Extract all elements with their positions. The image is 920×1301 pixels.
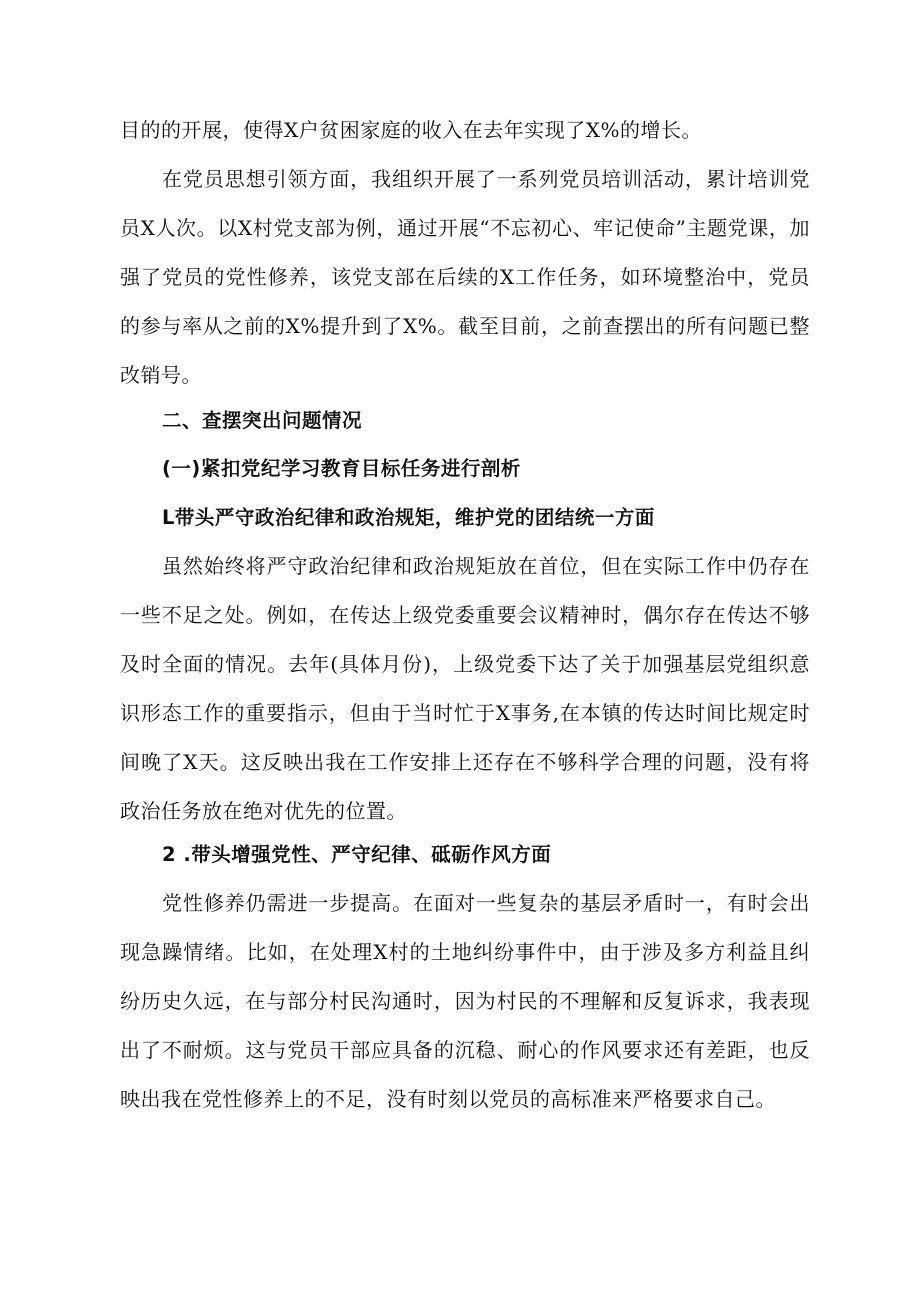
paragraph-item-2: 党性修养仍需进一步提高。在面对一些复杂的基层矛盾时一，有时会出现急躁情绪。比如，在处理X村的土地纠纷事件中，由于涉及多方利益且纠纷历史久远，在与部分村民沟通时，因为村民的不理解和反复诉求，我表现出了不耐烦。这与党员干部应具备的沉稳、耐心的作风要求还有差距，也反映出我在党性修养上的不足，没有时刻以党员的高标准来严格要求自己。 — [120, 891, 810, 1111]
subsection-heading-1: (一)紧扣党纪学习教育目标任务进行剖析 — [162, 457, 521, 480]
section-heading-2: 二、查摆突出问题情况 — [162, 409, 363, 432]
paragraph-party-training: 在党员思想引领方面，我组织开展了一系列党员培训活动，累计培训党员X人次。以X村党支部为例，通过开展“不忘初心、牢记使命”主题党课，加强了党员的党性修养，该党支部在后续的X工作任务，如环境整治中，党员的参与率从之前的X%提升到了X%。截至目前，之前查摆出的所有问题已整改销号。 — [120, 167, 810, 387]
item-heading-1: L带头严守政治纪律和政治规矩，维护党的团结统一方面 — [162, 506, 655, 529]
paragraph-item-1: 虽然始终将严守政治纪律和政治规矩放在首位，但在实际工作中仍存在一些不足之处。例如，在传达上级党委重要会议精神时，偶尔存在传达不够及时全面的情况。去年(具体月份)，上级党委下达了关于加强基层党组织意识形态工作的重要指示，但由于当时忙于X事务,在本镇的传达时间比规定时间晚了X天。这反映出我在工作安排上还存在不够科学合理的问题，没有将政治任务放在绝对优先的位置。 — [120, 554, 810, 823]
paragraph-continuation: 目的的开展，使得X户贫困家庭的收入在去年实现了X%的增长。 — [120, 118, 702, 142]
item-heading-2: 2 .带头增强党性、严守纪律、砥砺作风方面 — [162, 843, 552, 866]
